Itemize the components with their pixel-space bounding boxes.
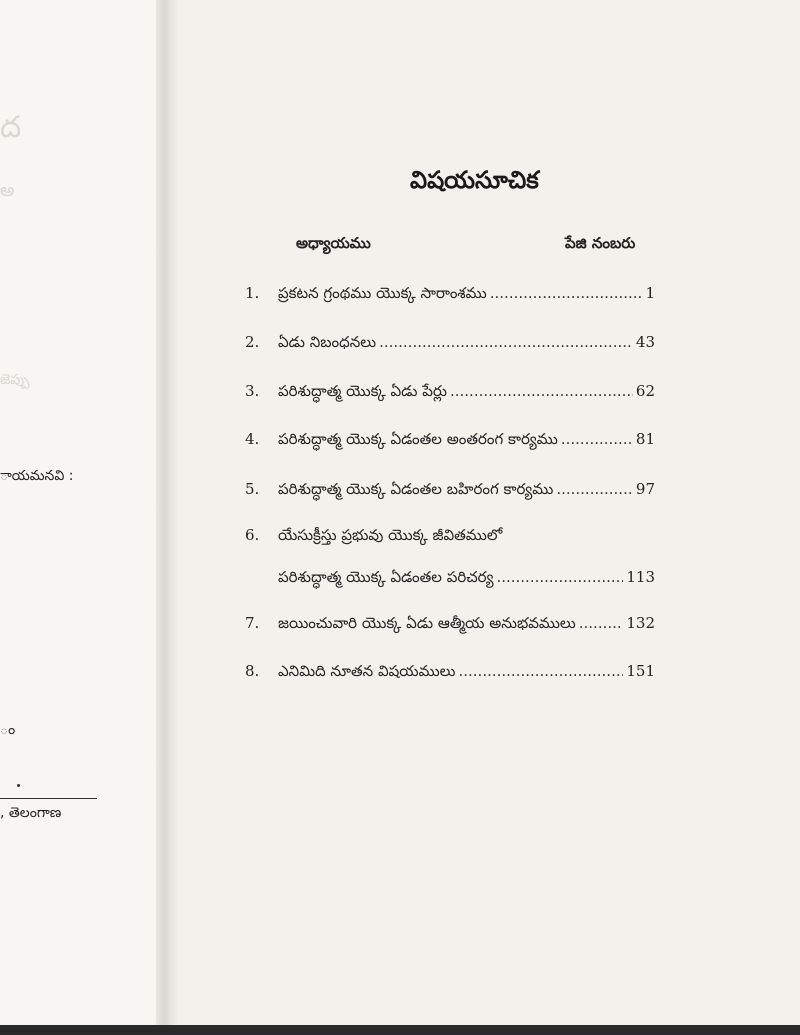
left-page — [0, 0, 160, 1025]
entry-page: 97 — [635, 480, 655, 498]
toc-entry — [245, 382, 655, 404]
entry-number: 7. — [245, 614, 260, 632]
entry-number: 1. — [245, 284, 260, 302]
bleed-fragment: అ — [0, 180, 15, 201]
entry-title: జయించువారి యొక్క ఏడు ఆత్మీయ అనుభవములు — [278, 614, 576, 632]
entry-title: ప్రకటన గ్రంథము యొక్క సారాంశము — [278, 284, 487, 302]
entry-number: 8. — [245, 662, 260, 680]
divider-line — [0, 798, 97, 799]
dot-leader — [458, 662, 623, 680]
dot-leader — [496, 568, 623, 586]
toc-entry — [245, 284, 655, 306]
scan-edge — [0, 1025, 800, 1035]
toc-entry — [245, 614, 655, 636]
entry-number: 6. — [245, 526, 260, 544]
right-page — [178, 0, 800, 1025]
toc-entry — [245, 430, 655, 452]
entry-title: యేసుక్రీస్తు ప్రభువు యొక్క జీవితములో — [278, 526, 503, 544]
dot-leader — [379, 333, 633, 351]
left-text-fragment: ం — [0, 722, 16, 738]
toc-entry — [245, 526, 655, 548]
bleed-fragment: ద — [0, 110, 22, 145]
entry-title: ఎనిమిది నూతన విషయములు — [278, 662, 456, 680]
entry-number: 3. — [245, 382, 260, 400]
page-column-header: పేజి నంబరు — [565, 234, 636, 252]
toc-entry — [245, 480, 655, 502]
dot-leader — [556, 480, 633, 498]
entry-title: పరిశుద్ధాత్మ యొక్క ఏడంతల బహిరంగ కార్యము — [278, 480, 554, 498]
bleed-fragment: జెప్పు — [0, 372, 30, 388]
toc-entry — [245, 662, 655, 684]
dot-leader — [579, 614, 624, 632]
entry-title: పరిశుద్ధాత్మ యొక్క ఏడంతల అంతరంగ కార్యము — [278, 430, 558, 448]
toc-title: విషయసూచిక — [410, 166, 539, 194]
entry-title-line2: పరిశుద్ధాత్మ యొక్క ఏడంతల పరిచర్య — [278, 568, 494, 586]
dot-leader — [561, 430, 633, 448]
left-text-fragment: , తెలంగాణ — [0, 805, 62, 821]
dot-mark — [17, 784, 20, 787]
entry-page: 1 — [645, 284, 655, 302]
chapter-column-header: అధ్యాయము — [296, 234, 371, 252]
entry-page: 151 — [626, 662, 655, 680]
left-text-fragment: ాయమనవి : — [0, 468, 74, 484]
entry-page: 132 — [626, 614, 655, 632]
entry-number: 4. — [245, 430, 260, 448]
entry-page: 113 — [626, 568, 655, 586]
toc-entry-continued — [245, 568, 655, 590]
book-spine-shadow — [156, 0, 178, 1025]
entry-title: పరిశుద్ధాత్మ యొక్క ఏడు పేర్లు — [278, 382, 447, 400]
entry-number: 5. — [245, 480, 260, 498]
dot-leader — [450, 382, 633, 400]
toc-entry — [245, 333, 655, 355]
dot-leader — [490, 284, 643, 302]
entry-page: 81 — [635, 430, 655, 448]
entry-title: ఏడు నిబంధనలు — [278, 333, 377, 351]
entry-page: 62 — [635, 382, 655, 400]
entry-page: 43 — [635, 333, 655, 351]
entry-number: 2. — [245, 333, 260, 351]
